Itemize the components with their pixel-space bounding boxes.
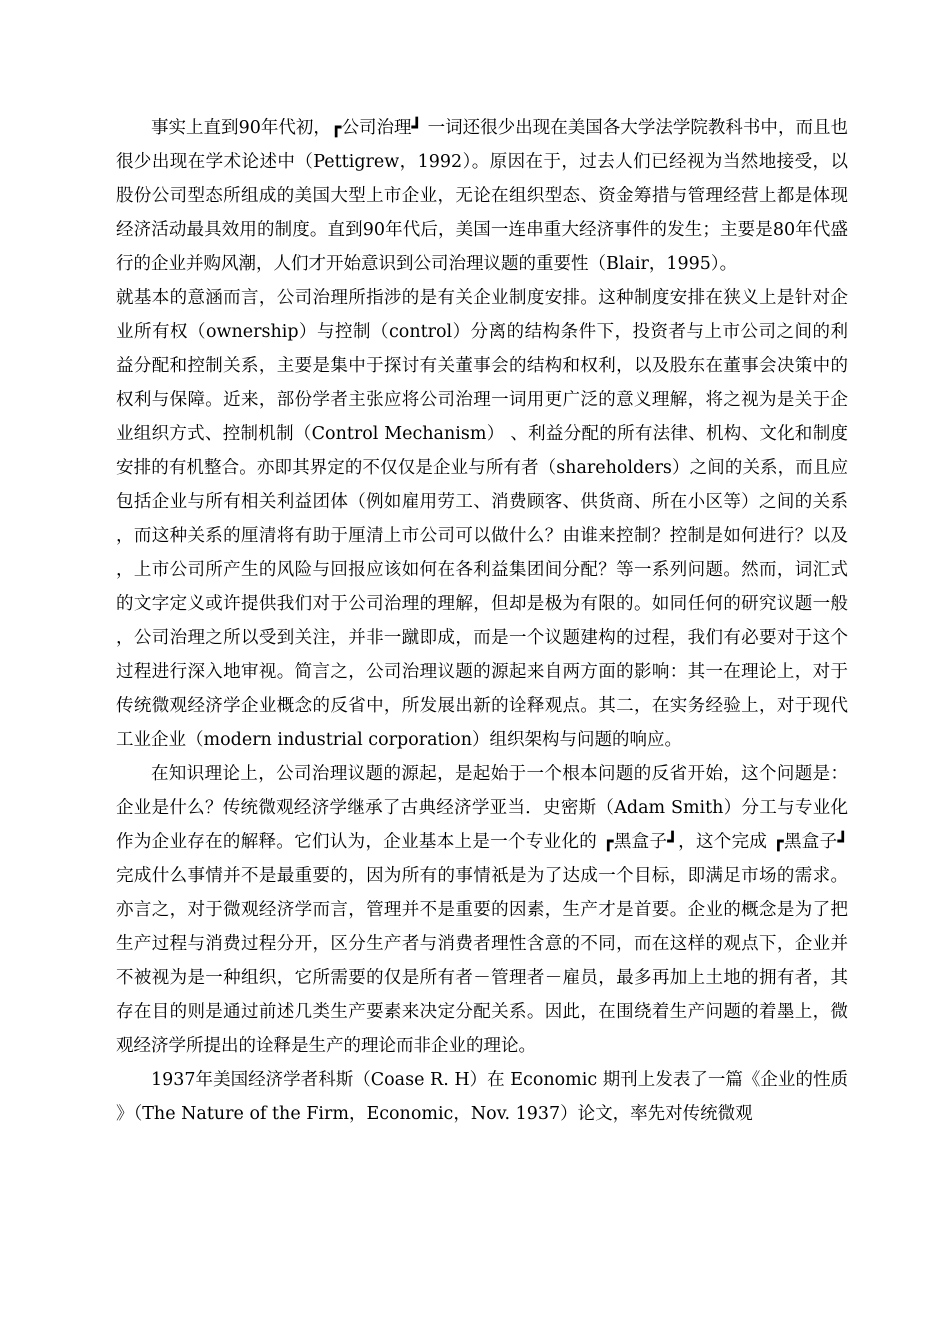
paragraph-coase-1937: 1937年美国经济学者科斯（Coase R. H）在 Economic 期刊上发表了一篇《企业的性质》（The Nature of the Firm，Economic，Nov. 1937）论文，率先对传统微观 — [116, 1070, 848, 1124]
paragraph-corporate-governance-history: 事实上直到90年代初，┏公司治理┛ 一词还很少出现在美国各大学法学院教科书中，而且也很少出现在学术论述中（Pettigrew，1992）。原因在于，过去人们已经视为当然地接受，以股份公司型态所组成的美国大型上市企业，无论在组织型态、资金筹措与管理经营上都是体现经济活动最具效用的制度。直到90年代后，美国一连串重大经济事件的发生；主要是80年代盛行的企业并购风潮，人们才开始意识到公司治理议题的重要性（Blair，1995）。 — [116, 118, 848, 274]
paragraph-corporate-governance-definition: 就基本的意涵而言，公司治理所指涉的是有关企业制度安排。这种制度安排在狭义上是针对企业所有权（ownership）与控制（control）分离的结构条件下，投资者与上市公司之间的利益分配和控制关系，主要是集中于探讨有关董事会的结构和权利，以及股东在董事会决策中的权利与保障。近来，部份学者主张应将公司治理一词用更广泛的意义理解，将之视为是关于企业组织方式、控制机制（Control Mechanism） 、利益分配的所有法律、机构、文化和制度安排的有机整合。亦即其界定的不仅仅是企业与所有者（shareholders）之间的关系，而且应包括企业与所有相关利益团体（例如雇用劳工、消费顾客、供货商、所在小区等）之间的关系，而这种关系的厘清将有助于厘清上市公司可以做什么？由谁来控制？控制是如何进行？以及，上市公司所产生的风险与回报应该如何在各利益集团间分配？等一系列问题。然而，词汇式的文字定义或许提供我们对于公司治理的理解，但却是极为有限的。如同任何的研究议题一般，公司治理之所以受到关注，并非一蹴即成，而是一个议题建构的过程，我们有必要对于这个过程进行深入地审视。简言之，公司治理议题的源起来自两方面的影响：其一在理论上，对于传统微观经济学企业概念的反省中，所发展出新的诠释观点。其二，在实务经验上，对于现代工业企业（modern industrial corporation）组织架构与问题的响应。 — [116, 288, 848, 750]
paragraph-knowledge-theory: 在知识理论上，公司治理议题的源起，是起始于一个根本问题的反省开始，这个问题是：企业是什么？传统微观经济学继承了古典经济学亚当．史密斯（Adam Smith）分工与专业化作为企业存在的解释。它们认为，企业基本上是一个专业化的 ┏黑盒子┛，这个完成 ┏黑盒子┛ 完成什么事情并不是最重要的，因为所有的事情祇是为了达成一个目标，即满足市场的需求。亦言之，对于微观经济学而言，管理并不是重要的因素，生产才是首要。企业的概念是为了把生产过程与消费过程分开，区分生产者与消费者理性含意的不同，而在这样的观点下，企业并不被视为是一种组织，它所需要的仅是所有者－管理者－雇员，最多再加上土地的拥有者，其存在目的则是通过前述几类生产要素来决定分配关系。因此，在围绕着生产问题的着墨上，微观经济学所提出的诠释是生产的理论而非企业的理论。 — [116, 764, 848, 1056]
document-body — [116, 111, 848, 1131]
